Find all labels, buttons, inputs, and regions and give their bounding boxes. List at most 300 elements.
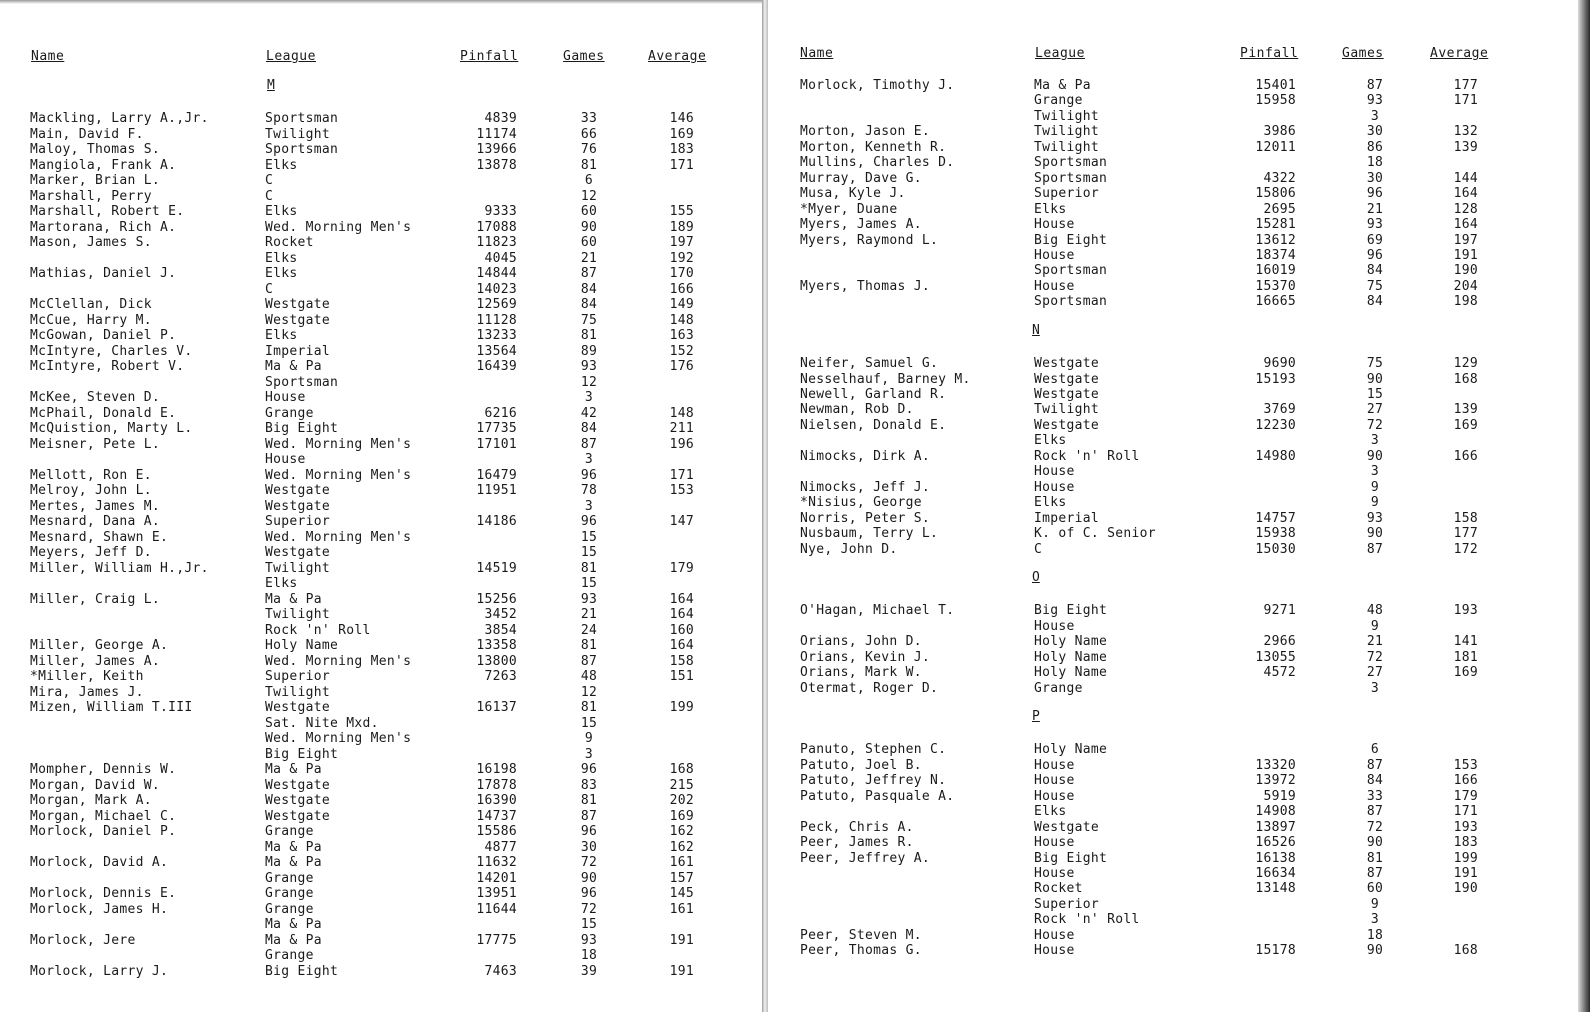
bowler-name: O'Hagan, Michael T. xyxy=(800,603,955,619)
bowler-name: McPhail, Donald E. xyxy=(30,405,177,421)
games-value: 90 xyxy=(580,870,598,886)
bowler-name: Patuto, Pasquale A. xyxy=(800,788,955,804)
average-value: 177 xyxy=(1453,78,1478,93)
average-value: 171 xyxy=(1453,93,1478,109)
pinfall-value: 11128 xyxy=(476,312,517,328)
table-row xyxy=(768,773,1578,788)
games-value: 66 xyxy=(580,126,598,142)
table-row xyxy=(0,809,762,825)
pinfall-value: 16526 xyxy=(1255,835,1296,851)
games-value: 93 xyxy=(580,932,598,948)
pinfall-value: 16665 xyxy=(1255,294,1296,310)
games-value: 87 xyxy=(1366,865,1384,881)
bowler-name: Mizen, William T.III xyxy=(30,700,193,715)
table-row xyxy=(0,375,762,391)
bowler-name: Morgan, Michael C. xyxy=(30,808,177,824)
games-value: 96 xyxy=(580,886,598,901)
games-value: 81 xyxy=(580,700,598,715)
pinfall-value: 14519 xyxy=(476,560,517,576)
games-value: 27 xyxy=(1366,665,1384,681)
average-value: 139 xyxy=(1453,402,1478,418)
bowler-name: Mertes, James M. xyxy=(30,498,161,514)
league-name: Elks xyxy=(265,157,298,173)
games-value: 76 xyxy=(580,142,598,157)
pinfall-value: 16390 xyxy=(476,793,517,808)
games-value: 96 xyxy=(580,762,598,777)
section-letter: O xyxy=(1032,570,1040,586)
table-row xyxy=(768,943,1578,958)
league-name: Wed. Morning Men's xyxy=(265,219,412,235)
league-name: House xyxy=(1034,773,1075,789)
table-row xyxy=(0,623,762,639)
average-value: 148 xyxy=(669,312,694,328)
average-value: 155 xyxy=(669,204,694,219)
table-row xyxy=(0,142,762,158)
average-value: 163 xyxy=(669,328,694,343)
league-name: House xyxy=(1034,618,1075,634)
bowler-name: Mathias, Daniel J. xyxy=(30,266,177,281)
bowler-name: Orians, John D. xyxy=(800,634,922,650)
games-value: 78 xyxy=(580,483,598,498)
average-value: 191 xyxy=(669,932,694,948)
right-page xyxy=(768,0,1578,1012)
pinfall-value: 9690 xyxy=(1263,356,1296,372)
bowler-name: Morlock, Jere xyxy=(30,932,136,948)
bowler-name: Morton, Kenneth R. xyxy=(800,139,947,155)
average-value: 169 xyxy=(669,126,694,142)
league-name: Rock 'n' Roll xyxy=(1034,448,1140,464)
bowler-name: *Miller, Keith xyxy=(30,669,144,684)
bowler-name: Nimocks, Jeff J. xyxy=(800,479,931,495)
average-value: 193 xyxy=(1453,819,1478,835)
bowler-name: Morlock, Timothy J. xyxy=(800,78,955,93)
games-value: 87 xyxy=(580,436,598,452)
pinfall-value: 7463 xyxy=(484,963,517,979)
league-name: Westgate xyxy=(265,498,331,514)
average-value: 169 xyxy=(1453,417,1478,433)
bowler-name: *Myer, Duane xyxy=(800,201,898,217)
pinfall-value: 13612 xyxy=(1255,232,1296,248)
bowler-name: Nimocks, Dirk A. xyxy=(800,448,931,464)
games-value: 24 xyxy=(580,622,598,638)
table-row xyxy=(0,964,762,980)
games-value: 87 xyxy=(580,266,598,281)
bowler-name: Newell, Garland R. xyxy=(800,387,947,402)
games-value: 6 xyxy=(584,173,594,188)
games-value: 72 xyxy=(580,855,598,870)
column-header-name: Name xyxy=(800,46,834,61)
pinfall-value: 2695 xyxy=(1263,201,1296,217)
pinfall-value: 15193 xyxy=(1255,371,1296,387)
games-value: 18 xyxy=(1366,927,1384,943)
table-row xyxy=(768,387,1578,402)
league-name: Wed. Morning Men's xyxy=(265,467,412,483)
games-value: 81 xyxy=(580,638,598,653)
league-name: Twilight xyxy=(1034,402,1100,418)
table-row xyxy=(0,545,762,561)
pinfall-value: 12569 xyxy=(476,297,517,312)
games-value: 81 xyxy=(580,793,598,808)
games-value: 3 xyxy=(1370,912,1380,928)
table-row xyxy=(768,186,1578,201)
league-name: Westgate xyxy=(265,297,331,312)
league-name: Twilight xyxy=(265,684,331,700)
league-name: House xyxy=(265,390,306,405)
average-value: 164 xyxy=(669,591,694,607)
bowler-name: Patuto, Jeffrey N. xyxy=(800,773,947,789)
league-name: House xyxy=(1034,217,1075,233)
table-row xyxy=(0,390,762,406)
pinfall-value: 13897 xyxy=(1255,819,1296,835)
bowler-name: Morlock, Daniel P. xyxy=(30,824,177,839)
table-row xyxy=(0,282,762,298)
games-value: 9 xyxy=(584,731,594,746)
pinfall-value: 13878 xyxy=(476,157,517,173)
games-value: 81 xyxy=(1366,850,1384,866)
pinfall-value: 9333 xyxy=(484,204,517,219)
left-page xyxy=(0,0,762,1012)
average-value: 148 xyxy=(669,405,694,421)
table-row xyxy=(0,731,762,747)
league-name: Big Eight xyxy=(265,746,339,762)
games-value: 21 xyxy=(580,250,598,266)
league-name: Wed. Morning Men's xyxy=(265,731,412,746)
league-name: Sportsman xyxy=(1034,155,1108,171)
pinfall-value: 18374 xyxy=(1255,247,1296,263)
bowler-name: Morgan, Mark A. xyxy=(30,793,152,808)
bowler-name: McClellan, Dick xyxy=(30,297,152,312)
average-value: 152 xyxy=(669,343,694,359)
games-value: 84 xyxy=(580,421,598,436)
section-letter: P xyxy=(1032,709,1040,725)
pinfall-value: 11951 xyxy=(476,483,517,498)
table-row xyxy=(0,778,762,794)
games-value: 84 xyxy=(1366,263,1384,279)
league-name: House xyxy=(1034,278,1075,294)
games-value: 15 xyxy=(1366,387,1384,402)
average-value: 197 xyxy=(1453,232,1478,248)
pinfall-value: 15256 xyxy=(476,591,517,607)
pinfall-value: 13320 xyxy=(1255,757,1296,773)
league-name: Westgate xyxy=(265,808,331,824)
games-value: 90 xyxy=(1366,371,1384,387)
games-value: 3 xyxy=(584,498,594,514)
average-value: 166 xyxy=(1453,773,1478,789)
games-value: 3 xyxy=(584,390,594,405)
average-value: 168 xyxy=(1453,371,1478,387)
pinfall-value: 15281 xyxy=(1255,217,1296,233)
league-name: Big Eight xyxy=(1034,850,1108,866)
games-value: 15 xyxy=(580,529,598,545)
table-row xyxy=(0,359,762,375)
average-value: 199 xyxy=(1453,850,1478,866)
pinfall-value: 9271 xyxy=(1263,603,1296,619)
league-name: Ma & Pa xyxy=(265,591,322,607)
bowler-name: Morlock, James H. xyxy=(30,901,169,917)
table-row xyxy=(768,789,1578,804)
table-row xyxy=(0,592,762,608)
league-name: Westgate xyxy=(265,793,331,808)
average-value: 191 xyxy=(1453,865,1478,881)
bowler-name: Mesnard, Shawn E. xyxy=(30,529,169,545)
average-value: 170 xyxy=(669,266,694,281)
games-value: 48 xyxy=(580,669,598,684)
pinfall-value: 14023 xyxy=(476,281,517,297)
games-value: 30 xyxy=(580,839,598,855)
table-row xyxy=(768,263,1578,278)
average-value: 171 xyxy=(669,157,694,173)
table-row xyxy=(0,824,762,840)
league-name: Big Eight xyxy=(1034,603,1108,619)
games-value: 15 xyxy=(580,545,598,560)
average-value: 149 xyxy=(669,297,694,312)
average-value: 160 xyxy=(669,622,694,638)
league-name: K. of C. Senior xyxy=(1034,526,1156,542)
table-row xyxy=(0,421,762,437)
league-name: Grange xyxy=(265,824,314,839)
table-row xyxy=(0,669,762,685)
average-value: 158 xyxy=(1453,510,1478,526)
pinfall-value: 13233 xyxy=(476,328,517,343)
league-name: Westgate xyxy=(265,545,331,560)
games-value: 60 xyxy=(1366,881,1384,897)
table-row xyxy=(768,202,1578,217)
average-value: 158 xyxy=(669,653,694,669)
games-value: 93 xyxy=(1366,510,1384,526)
table-row xyxy=(0,313,762,329)
league-name: Elks xyxy=(265,328,298,343)
games-value: 18 xyxy=(580,948,598,963)
league-name: Elks xyxy=(1034,495,1067,511)
pinfall-value: 12230 xyxy=(1255,417,1296,433)
games-value: 93 xyxy=(1366,93,1384,109)
league-name: Westgate xyxy=(265,777,331,793)
pinfall-value: 4572 xyxy=(1263,665,1296,681)
table-row xyxy=(0,902,762,918)
league-name: Grange xyxy=(265,948,314,963)
league-name: Rock 'n' Roll xyxy=(1034,912,1140,928)
games-value: 75 xyxy=(1366,356,1384,372)
average-value: 193 xyxy=(1453,603,1478,619)
games-value: 33 xyxy=(580,111,598,126)
average-value: 161 xyxy=(669,901,694,917)
league-name: Superior xyxy=(265,514,331,529)
pinfall-value: 4045 xyxy=(484,250,517,266)
games-value: 84 xyxy=(580,297,598,312)
average-value: 190 xyxy=(1453,263,1478,279)
column-header-games: Games xyxy=(1342,46,1384,61)
pinfall-value: 15030 xyxy=(1255,541,1296,557)
average-value: 164 xyxy=(1453,217,1478,233)
average-value: 181 xyxy=(1453,649,1478,665)
pinfall-value: 17088 xyxy=(476,219,517,235)
bowler-name: Otermat, Roger D. xyxy=(800,680,939,696)
average-value: 202 xyxy=(669,793,694,808)
pinfall-value: 15370 xyxy=(1255,278,1296,294)
bowler-name: Main, David F. xyxy=(30,126,144,142)
table-row xyxy=(0,530,762,546)
pinfall-value: 11174 xyxy=(476,126,517,142)
games-value: 15 xyxy=(580,917,598,932)
table-row xyxy=(0,220,762,236)
average-value: 190 xyxy=(1453,881,1478,897)
league-name: House xyxy=(265,452,306,467)
bowler-name: Nusbaum, Terry L. xyxy=(800,526,939,542)
pinfall-value: 16137 xyxy=(476,700,517,715)
table-row xyxy=(768,866,1578,881)
league-name: Westgate xyxy=(1034,819,1100,835)
games-value: 42 xyxy=(580,405,598,421)
pinfall-value: 14186 xyxy=(476,514,517,529)
pinfall-value: 15401 xyxy=(1255,78,1296,93)
pinfall-value: 5919 xyxy=(1263,788,1296,804)
average-value: 183 xyxy=(1453,835,1478,851)
table-row xyxy=(768,124,1578,139)
table-row xyxy=(0,483,762,499)
average-value: 146 xyxy=(669,111,694,126)
column-header-average: Average xyxy=(1430,46,1489,61)
table-row xyxy=(768,495,1578,510)
bowler-name: Marshall, Robert E. xyxy=(30,204,185,219)
games-value: 6 xyxy=(1370,742,1380,758)
league-name: House xyxy=(1034,247,1075,263)
pinfall-value: 3986 xyxy=(1263,124,1296,140)
pinfall-value: 12011 xyxy=(1255,139,1296,155)
page-edge-shadow xyxy=(1578,0,1590,1012)
pinfall-value: 16479 xyxy=(476,467,517,483)
games-value: 84 xyxy=(580,281,598,297)
league-name: Westgate xyxy=(1034,371,1100,387)
average-value: 191 xyxy=(1453,247,1478,263)
games-value: 3 xyxy=(584,746,594,762)
bowler-name: Musa, Kyle J. xyxy=(800,186,906,202)
average-value: 171 xyxy=(1453,804,1478,820)
table-row xyxy=(0,716,762,732)
league-name: Ma & Pa xyxy=(265,839,322,855)
games-value: 21 xyxy=(1366,201,1384,217)
table-row xyxy=(0,762,762,778)
league-name: Elks xyxy=(265,204,298,219)
bowler-name: Morlock, Larry J. xyxy=(30,963,169,979)
league-name: Rocket xyxy=(1034,881,1083,897)
table-row xyxy=(768,619,1578,634)
league-name: Superior xyxy=(1034,896,1100,912)
league-name: House xyxy=(1034,464,1075,480)
pinfall-value: 17735 xyxy=(476,421,517,436)
table-row xyxy=(0,127,762,143)
league-name: House xyxy=(1034,927,1075,943)
games-value: 18 xyxy=(1366,155,1384,171)
table-row xyxy=(768,820,1578,835)
games-value: 72 xyxy=(1366,819,1384,835)
column-header-league: League xyxy=(1035,46,1085,61)
league-name: Ma & Pa xyxy=(1034,78,1091,93)
games-value: 72 xyxy=(1366,417,1384,433)
bowler-name: Panuto, Stephen C. xyxy=(800,742,947,758)
average-value: 199 xyxy=(669,700,694,715)
games-value: 90 xyxy=(1366,448,1384,464)
table-row xyxy=(0,468,762,484)
league-name: Westgate xyxy=(265,483,331,498)
games-value: 39 xyxy=(580,963,598,979)
table-row xyxy=(0,251,762,267)
games-value: 9 xyxy=(1370,618,1380,634)
games-value: 96 xyxy=(1366,247,1384,263)
games-value: 3 xyxy=(1370,433,1380,449)
bowler-name: Patuto, Joel B. xyxy=(800,757,922,773)
table-row xyxy=(768,912,1578,927)
table-row xyxy=(768,681,1578,696)
league-name: Holy Name xyxy=(1034,649,1108,665)
league-name: Twilight xyxy=(1034,139,1100,155)
league-name: Grange xyxy=(265,886,314,901)
league-name: C xyxy=(265,173,274,188)
league-name: Imperial xyxy=(1034,510,1100,526)
average-value: 191 xyxy=(669,963,694,979)
pinfall-value: 13148 xyxy=(1255,881,1296,897)
pinfall-value: 16634 xyxy=(1255,865,1296,881)
average-value: 176 xyxy=(669,359,694,374)
pinfall-value: 14757 xyxy=(1255,510,1296,526)
average-value: 164 xyxy=(669,607,694,622)
games-value: 33 xyxy=(1366,788,1384,804)
column-header-name: Name xyxy=(31,49,65,64)
average-value: 166 xyxy=(669,281,694,297)
pinfall-value: 17775 xyxy=(476,932,517,948)
bowler-name: Miller, William H.,Jr. xyxy=(30,560,209,576)
table-row xyxy=(0,173,762,189)
table-row xyxy=(0,654,762,670)
games-value: 69 xyxy=(1366,232,1384,248)
average-value: 204 xyxy=(1453,278,1478,294)
league-name: Twilight xyxy=(265,126,331,142)
games-value: 3 xyxy=(1370,464,1380,480)
average-value: 151 xyxy=(669,669,694,684)
table-row xyxy=(768,742,1578,757)
league-name: Wed. Morning Men's xyxy=(265,436,412,452)
table-row xyxy=(768,897,1578,912)
table-row xyxy=(768,851,1578,866)
table-row xyxy=(768,835,1578,850)
games-value: 15 xyxy=(580,715,598,731)
average-value: 129 xyxy=(1453,356,1478,372)
column-header-games: Games xyxy=(563,49,605,64)
average-value: 211 xyxy=(669,421,694,436)
league-name: House xyxy=(1034,865,1075,881)
league-name: Sat. Nite Mxd. xyxy=(265,715,379,731)
pinfall-value: 6216 xyxy=(484,405,517,421)
pinfall-value: 17878 xyxy=(476,777,517,793)
table-row xyxy=(0,189,762,205)
pinfall-value: 14980 xyxy=(1255,448,1296,464)
table-row xyxy=(768,140,1578,155)
games-value: 90 xyxy=(1366,526,1384,542)
games-value: 72 xyxy=(580,901,598,917)
bowler-name: Marker, Brian L. xyxy=(30,173,161,188)
games-value: 90 xyxy=(580,219,598,235)
table-row xyxy=(0,917,762,933)
bowler-name: Morlock, David A. xyxy=(30,855,169,870)
pinfall-value: 2966 xyxy=(1263,634,1296,650)
table-row xyxy=(768,650,1578,665)
games-value: 30 xyxy=(1366,124,1384,140)
games-value: 21 xyxy=(580,607,598,622)
league-name: Holy Name xyxy=(1034,665,1108,681)
pinfall-value: 15806 xyxy=(1255,186,1296,202)
bowler-name: Mullins, Charles D. xyxy=(800,155,955,171)
bowler-name: Peer, James R. xyxy=(800,835,914,851)
games-value: 12 xyxy=(580,188,598,204)
